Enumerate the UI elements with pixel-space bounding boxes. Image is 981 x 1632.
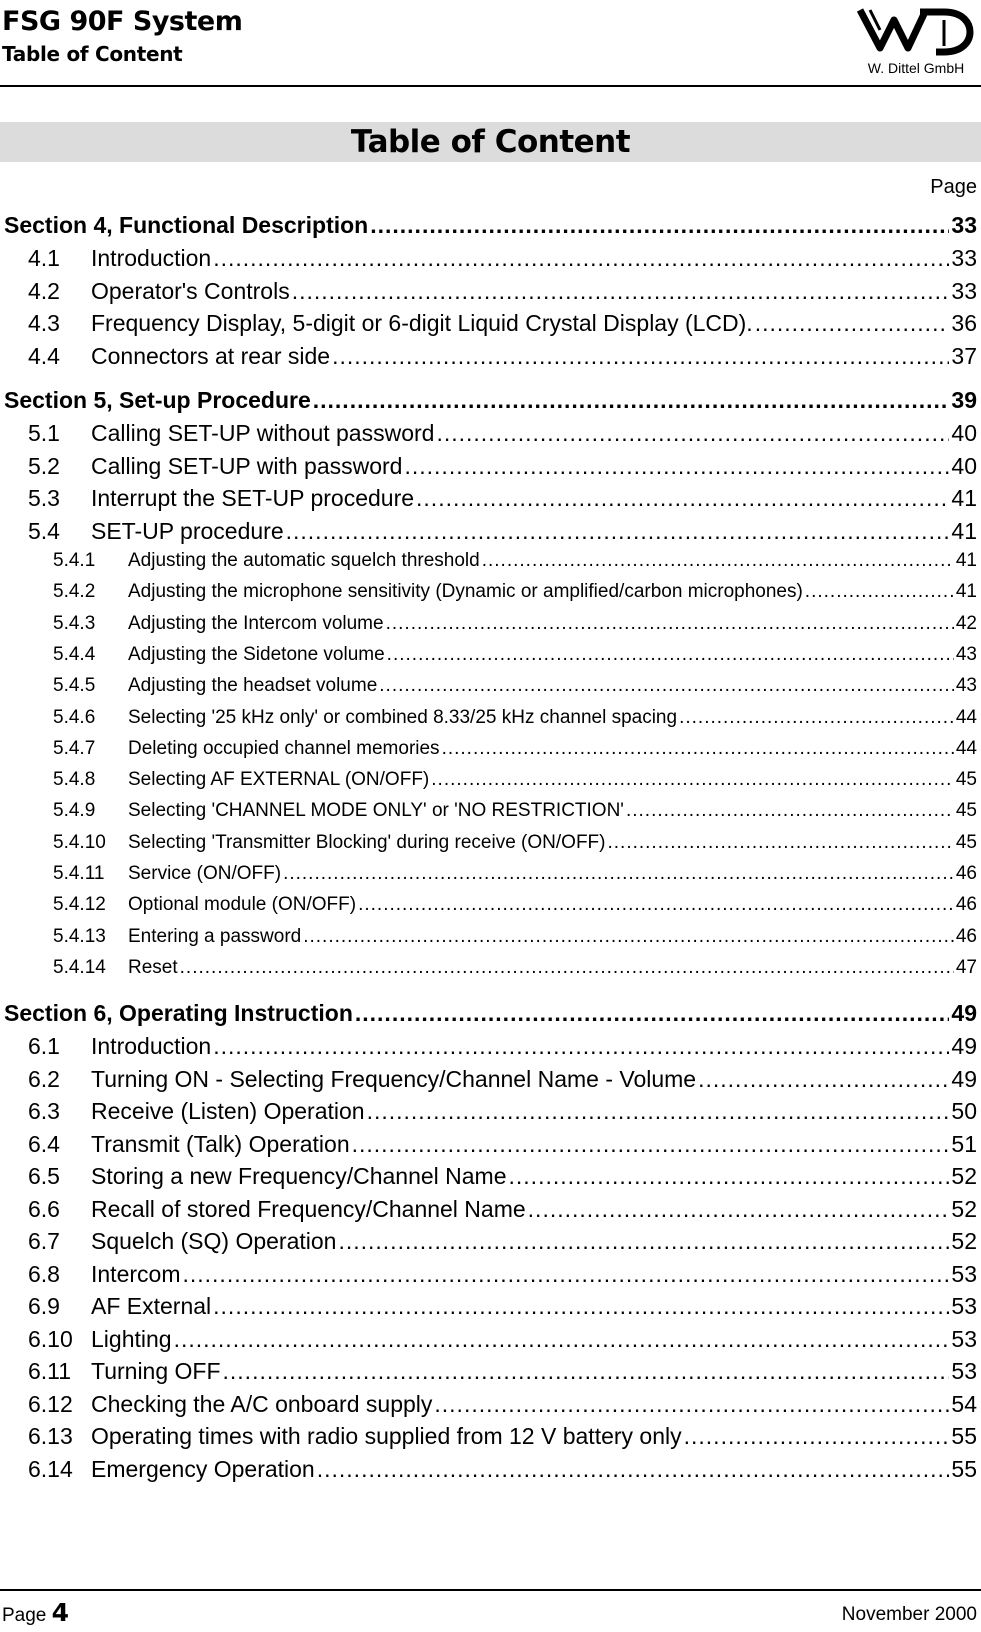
toc-entry-page: 39 (951, 387, 977, 413)
toc-entry[interactable] (0, 926, 981, 948)
toc-entry-number: 5.4.14 (53, 956, 106, 978)
toc-entry-number: 5.4.5 (53, 675, 96, 697)
toc-entry-title: Checking the A/C onboard supply (91, 1390, 433, 1417)
toc-entry-page: 49 (951, 1000, 977, 1027)
toc-dot-leader (332, 343, 949, 370)
toc-entry[interactable] (0, 1163, 981, 1190)
toc-entry-title: Recall of stored Frequency/Channel Name (91, 1195, 526, 1222)
toc-entry-number: 5.4.9 (53, 800, 96, 822)
toc-entry-page: 41 (955, 581, 977, 603)
toc-dot-leader (431, 769, 954, 791)
toc-entry[interactable] (0, 518, 981, 545)
toc-entry-page: 43 (955, 643, 977, 665)
toc-entry-number: 5.4.8 (53, 769, 96, 791)
toc-entry-page: 52 (951, 1163, 977, 1190)
toc-entry-number: 6.12 (28, 1390, 73, 1417)
wd-logo-icon (856, 2, 976, 60)
toc-entry-number: 4.3 (28, 310, 60, 336)
toc-entry-title: Squelch (SQ) Operation (91, 1228, 337, 1255)
toc-entry-page: 44 (955, 706, 977, 728)
toc-entry-title: Storing a new Frequency/Channel Name (91, 1163, 507, 1190)
toc-entry-page: 47 (955, 956, 977, 978)
toc-entry-page: 52 (951, 1195, 977, 1222)
toc-entry[interactable] (0, 1228, 981, 1255)
toc-entry-number: 5.1 (28, 420, 60, 446)
page-column-label: Page (930, 176, 977, 198)
document-subtitle: Table of Content (2, 42, 183, 66)
toc-dot-leader (223, 1358, 950, 1385)
toc-dot-leader (698, 1066, 949, 1093)
toc-entry[interactable] (0, 957, 981, 979)
toc-entry-page: 44 (955, 737, 977, 759)
toc-entry[interactable] (0, 738, 981, 760)
toc-dot-leader (607, 832, 953, 854)
footer-divider (0, 1589, 981, 1591)
toc-dot-leader (303, 926, 954, 948)
toc-entry-title: Turning ON - Selecting Frequency/Channel Name - Volume (91, 1065, 697, 1092)
footer-page-number: 4 (51, 1598, 70, 1627)
toc-dot-leader (379, 675, 954, 697)
toc-entry-title: Intercom (91, 1260, 181, 1287)
toc-entry-number: 6.2 (28, 1065, 60, 1092)
toc-entry-number: 6.7 (28, 1228, 60, 1255)
toc-entry-title: Section 5, Set-up Procedure (4, 387, 311, 413)
toc-entry-number: 6.14 (28, 1455, 73, 1482)
toc-heading: Table of Content (350, 124, 631, 160)
toc-entry-page: 40 (951, 420, 977, 446)
toc-entry-title: Interrupt the SET-UP procedure (91, 485, 415, 511)
toc-dot-leader (528, 1196, 950, 1223)
toc-section-entry[interactable] (0, 387, 981, 414)
toc-section-entry[interactable] (0, 1000, 981, 1027)
toc-entry-title: AF External (91, 1293, 212, 1320)
toc-entry-number: 6.1 (28, 1033, 60, 1060)
toc-dot-leader (283, 863, 954, 885)
toc-entry-number: 6.11 (28, 1358, 72, 1385)
toc-dot-leader (684, 1423, 950, 1450)
toc-entry[interactable] (0, 310, 981, 337)
toc-entry-page: 41 (951, 485, 977, 511)
toc-entry-number: 5.4.2 (53, 581, 96, 603)
footer-date: November 2000 (841, 1604, 977, 1625)
toc-entry-page: 53 (951, 1293, 977, 1320)
toc-entry-page: 45 (955, 831, 977, 853)
toc-dot-leader (352, 1131, 950, 1158)
toc-entry-page: 41 (955, 550, 977, 571)
header-divider (0, 85, 981, 87)
toc-dot-leader (292, 278, 950, 305)
toc-entry-title: Frequency Display, 5-digit or 6-digit Liquid Crystal Display (LCD). (91, 310, 753, 336)
toc-dot-leader (416, 485, 949, 512)
company-logo (856, 2, 976, 78)
toc-section-entry[interactable] (0, 212, 981, 239)
toc-entry-title: Lighting (91, 1325, 172, 1352)
toc-entry-title: Selecting AF EXTERNAL (ON/OFF) (128, 769, 430, 791)
toc-entry[interactable] (0, 832, 981, 854)
toc-dot-leader (355, 1000, 950, 1027)
toc-entry-number: 5.4.11 (53, 863, 105, 884)
toc-dot-leader (626, 800, 954, 822)
toc-dot-leader (182, 1261, 949, 1288)
toc-entry-title: Deleting occupied channel memories (128, 737, 440, 759)
toc-banner (0, 122, 981, 162)
toc-entry-title: Calling SET-UP without password (91, 420, 435, 446)
toc-entry-title: Service (ON/OFF) (128, 863, 282, 884)
toc-entry-title: Optional module (ON/OFF) (128, 894, 357, 916)
toc-dot-leader (386, 613, 954, 635)
toc-dot-leader (482, 550, 954, 572)
toc-entry-number: 5.4.10 (53, 831, 106, 853)
toc-entry-number: 6.3 (28, 1098, 60, 1125)
toc-entry-title: Selecting 'Transmitter Blocking' during receive (ON/OFF) (128, 831, 606, 853)
toc-entry-title: Connectors at rear side (91, 342, 331, 369)
toc-entry[interactable] (0, 245, 981, 272)
toc-entry-title: Calling SET-UP with password (91, 452, 403, 479)
toc-entry-number: 6.13 (28, 1423, 73, 1450)
page-header (0, 0, 981, 88)
toc-entry-number: 5.4.13 (53, 925, 106, 947)
toc-entry[interactable] (0, 1358, 981, 1385)
toc-dot-leader (317, 1456, 950, 1483)
toc-entry-number: 5.4.12 (53, 894, 106, 916)
toc-dot-leader (313, 387, 950, 414)
toc-entry-page: 51 (951, 1130, 977, 1157)
toc-entry-page: 37 (951, 342, 977, 369)
toc-dot-leader (805, 581, 954, 603)
toc-entry-page: 36 (951, 310, 977, 336)
toc-dot-leader (338, 1228, 949, 1255)
toc-dot-leader (404, 453, 949, 480)
toc-entry-title: Transmit (Talk) Operation (91, 1130, 350, 1157)
toc-entry-page: 46 (955, 863, 977, 884)
toc-entry-page: 54 (951, 1390, 977, 1417)
toc-entry-page: 41 (951, 517, 977, 544)
toc-entry-number: 5.4.6 (53, 706, 96, 728)
toc-dot-leader (370, 212, 949, 239)
toc-entry-number: 6.6 (28, 1195, 60, 1222)
toc-entry-page: 53 (951, 1358, 977, 1385)
toc-entry-title: Selecting 'CHANNEL MODE ONLY' or 'NO RESTRICTION' (128, 800, 624, 822)
toc-entry-title: Introduction (91, 245, 212, 271)
toc-entry-title: Introduction (91, 1033, 212, 1060)
toc-entry-number: 5.4.1 (53, 550, 96, 571)
document-title: FSG 90F System (2, 6, 243, 37)
toc-dot-leader (213, 1033, 949, 1060)
toc-entry-page: 55 (951, 1455, 977, 1482)
toc-entry[interactable] (0, 550, 981, 572)
toc-entry[interactable] (0, 1033, 981, 1060)
toc-entry-page: 49 (951, 1033, 977, 1060)
toc-entry[interactable] (0, 1098, 981, 1125)
toc-entry[interactable] (0, 420, 981, 447)
toc-entry[interactable] (0, 894, 981, 916)
toc-entry-number: 5.3 (28, 485, 60, 511)
toc-dot-leader (367, 1098, 950, 1125)
toc-dot-leader (509, 1163, 950, 1190)
toc-entry-page: 45 (955, 800, 977, 822)
toc-entry-title: Adjusting the headset volume (128, 675, 378, 697)
toc-entry-page: 52 (951, 1228, 977, 1255)
toc-entry-title: Receive (Listen) Operation (91, 1098, 365, 1125)
toc-entry-number: 6.8 (28, 1260, 60, 1287)
toc-entry[interactable] (0, 1131, 981, 1158)
toc-entry-page: 53 (951, 1260, 977, 1287)
toc-entry-page: 40 (951, 452, 977, 479)
toc-dot-leader (436, 420, 949, 447)
toc-entry-title: SET-UP procedure (91, 517, 284, 544)
toc-entry-title: Section 6, Operating Instruction (4, 1000, 353, 1027)
toc-entry-title: Adjusting the Intercom volume (128, 612, 384, 634)
toc-entry[interactable] (0, 1326, 981, 1353)
toc-entry-title: Operator's Controls (91, 277, 290, 304)
toc-entry[interactable] (0, 644, 981, 666)
toc-entry-title: Section 4, Functional Description (4, 212, 369, 238)
toc-entry[interactable] (0, 1261, 981, 1288)
toc-entry-number: 5.4.7 (53, 737, 96, 759)
toc-entry-number: 5.4.4 (53, 643, 96, 665)
toc-entry[interactable] (0, 1423, 981, 1450)
toc-entry[interactable] (0, 1196, 981, 1223)
toc-entry[interactable] (0, 613, 981, 635)
toc-entry-title: Reset (128, 956, 178, 978)
toc-entry-number: 6.5 (28, 1163, 60, 1190)
company-name: W. Dittel GmbH (867, 60, 965, 76)
toc-entry-page: 43 (955, 675, 977, 697)
toc-entry-title: Adjusting the automatic squelch threshold (128, 550, 480, 571)
toc-dot-leader (213, 245, 949, 272)
toc-dot-leader (180, 957, 954, 979)
toc-entry[interactable] (0, 453, 981, 480)
toc-entry-title: Adjusting the Sidetone volume (128, 643, 385, 665)
toc-entry[interactable] (0, 343, 981, 370)
toc-entry[interactable] (0, 1391, 981, 1418)
toc-entry[interactable] (0, 863, 981, 885)
toc-entry-page: 45 (955, 769, 977, 791)
toc-dot-leader (387, 644, 954, 666)
toc-entry[interactable] (0, 485, 981, 512)
toc-entry-number: 4.1 (28, 245, 60, 271)
toc-entry-number: 5.2 (28, 452, 60, 479)
toc-dot-leader (755, 310, 950, 337)
toc-entry-number: 6.9 (28, 1293, 60, 1320)
toc-dot-leader (434, 1391, 949, 1418)
toc-entry-number: 6.4 (28, 1130, 60, 1157)
toc-entry-page: 33 (951, 212, 977, 238)
toc-entry[interactable] (0, 1293, 981, 1320)
toc-entry-number: 4.2 (28, 277, 60, 304)
toc-entry-page: 46 (955, 894, 977, 916)
toc-entry-page: 33 (951, 277, 977, 304)
toc-entry[interactable] (0, 1066, 981, 1093)
toc-entry[interactable] (0, 707, 981, 729)
toc-entry-title: Operating times with radio supplied from 12 V battery only (91, 1423, 682, 1450)
toc-entry-page: 49 (951, 1065, 977, 1092)
toc-dot-leader (358, 894, 954, 916)
toc-entry-title: Turning OFF (91, 1358, 221, 1385)
toc-entry[interactable] (0, 581, 981, 603)
toc-entry-number: 5.4.3 (53, 612, 96, 634)
toc-entry[interactable] (0, 769, 981, 791)
toc-entry-number: 4.4 (28, 342, 60, 369)
toc-entry-page: 55 (951, 1423, 977, 1450)
toc-dot-leader (286, 518, 950, 545)
toc-entry-title: Adjusting the microphone sensitivity (Dynamic or amplified/carbon microphones) (128, 581, 803, 603)
toc-entry[interactable] (0, 800, 981, 822)
toc-entry-page: 53 (951, 1325, 977, 1352)
toc-entry-number: 6.10 (28, 1325, 73, 1352)
toc-entry-title: Emergency Operation (91, 1455, 315, 1482)
toc-entry-page: 46 (955, 925, 977, 947)
toc-entry[interactable] (0, 675, 981, 697)
toc-entry-title: Selecting '25 kHz only' or combined 8.33/25 kHz channel spacing (128, 706, 678, 728)
toc-entry[interactable] (0, 1456, 981, 1483)
toc-entry[interactable] (0, 278, 981, 305)
toc-dot-leader (213, 1293, 949, 1320)
toc-entry-page: 50 (951, 1098, 977, 1125)
toc-entry-page: 42 (955, 612, 977, 634)
toc-entry-page: 33 (951, 245, 977, 271)
toc-dot-leader (679, 707, 954, 729)
toc-dot-leader (174, 1326, 950, 1353)
footer-page (2, 1598, 69, 1627)
footer-page-label: Page (2, 1605, 47, 1626)
toc-entry-number: 5.4 (28, 517, 60, 544)
toc-entry-title: Entering a password (128, 925, 302, 947)
toc-dot-leader (442, 738, 954, 760)
